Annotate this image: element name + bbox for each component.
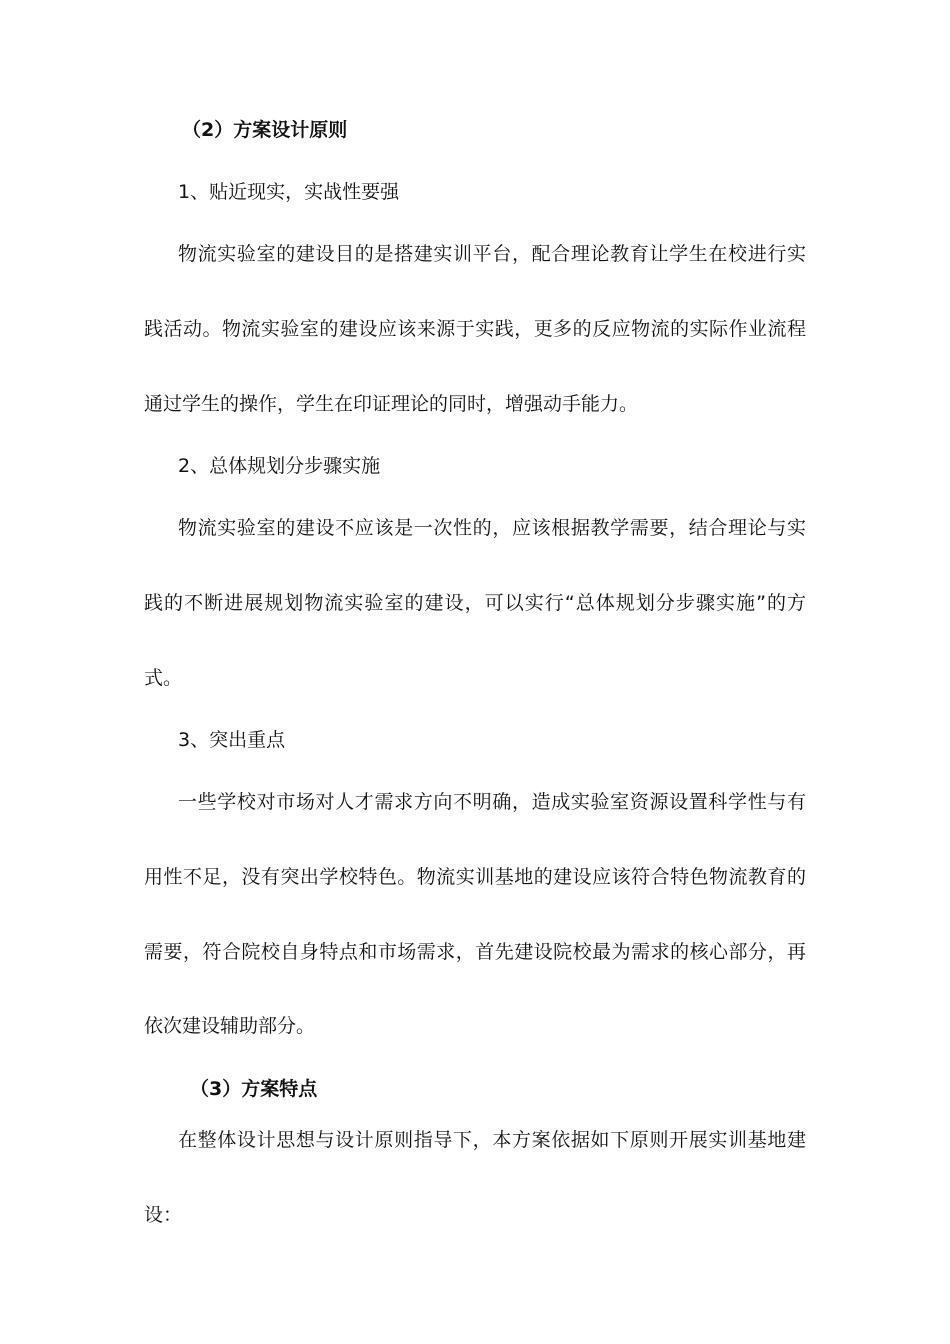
- paragraph-line: 物流实验室的建设不应该是一次性的，应该根据教学需要，结合理论与实: [178, 517, 806, 539]
- paragraph-line: 践活动。物流实验室的建设应该来源于实践，更多的反应物流的实际作业流程: [144, 318, 806, 340]
- paragraph-line: 设：: [144, 1204, 183, 1226]
- paragraph-line: 依次建设辅助部分。: [144, 1015, 316, 1037]
- principle-2-title: 2、总体规划分步骤实施: [178, 455, 381, 477]
- section-heading-design-principles: （2）方案设计原则: [182, 119, 348, 141]
- paragraph-line: 式。: [144, 667, 183, 689]
- principle-3-title: 3、突出重点: [178, 729, 286, 751]
- paragraph-line: 物流实验室的建设目的是搭建实训平台，配合理论教育让学生在校进行实: [178, 243, 806, 265]
- paragraph-line: 需要，符合院校自身特点和市场需求，首先建设院校最为需求的核心部分，再: [144, 941, 806, 963]
- section-heading-features: （3）方案特点: [190, 1078, 318, 1100]
- principle-1-title: 1、贴近现实，实战性要强: [178, 181, 400, 203]
- paragraph-line: 践的不断进展规划物流实验室的建设，可以实行“总体规划分步骤实施”的方: [144, 592, 806, 614]
- paragraph-line: 在整体设计思想与设计原则指导下，本方案依据如下原则开展实训基地建: [178, 1129, 806, 1151]
- paragraph-line: 用性不足，没有突出学校特色。物流实训基地的建设应该符合特色物流教育的: [144, 866, 806, 888]
- paragraph-line: 通过学生的操作，学生在印证理论的同时，增强动手能力。: [144, 393, 639, 415]
- paragraph-line: 一些学校对市场对人才需求方向不明确，造成实验室资源设置科学性与有: [178, 791, 806, 813]
